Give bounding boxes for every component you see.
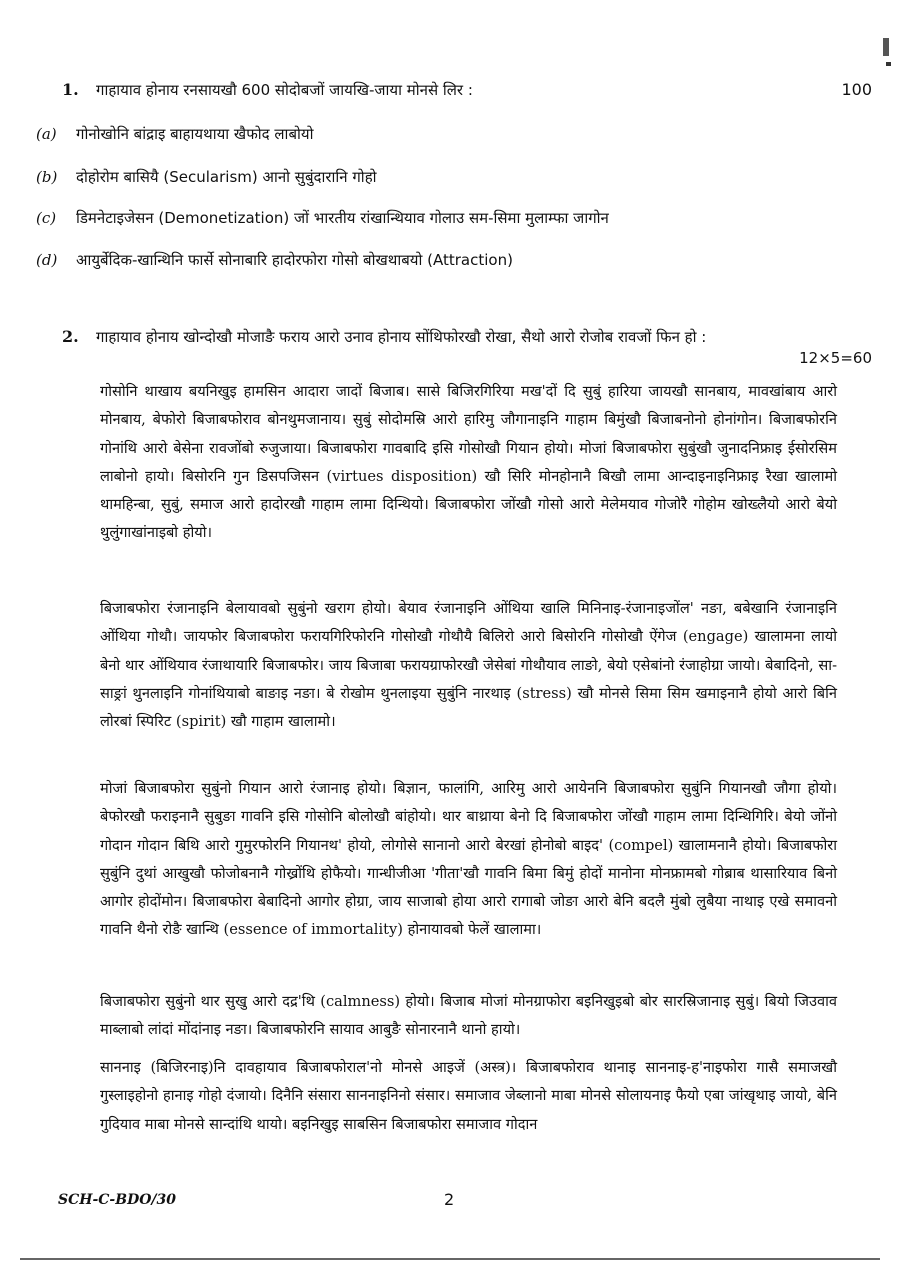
option-d (36, 250, 796, 270)
question-text: गाहायाव होनाय खोन्दोखौ मोजाङै फराय आरो उनाव होनाय सोंथिफोरखौ रोखा, सैथो आरो रोजोब रावजों फिन हो : (96, 328, 707, 346)
scan-dot (886, 62, 891, 66)
option-text: आयुर्बेदिक-खान्थिनि फार्से सोनाबारि हादोरफोरा गोसो बोखथाबयो (Attraction) (76, 251, 513, 269)
paper-code: SCH-C-BDO/30 (58, 1192, 177, 1208)
passage-paragraph: बिजाबफोरा सुबुंनो थार सुखु आरो दद्र'थि (calmness) होयो। बिजाब मोजां मोनग्राफोरा बइनिखुइबो बोर सारस्रिजानाइ सुबुं। बियो जिउवाव माब्लाबो लांदां मोंदांनाइ नङा। बिजाबफोरनि सायाव आबुङै सोनारनानै थानो हायो। (100, 993, 837, 1039)
passage-paragraph: बिजाबफोरा रंजानाइनि बेलायावबो सुबुंनो खराग होयो। बेयाव रंजानाइनि ओंथिया खालि मिनिनाइ-रंजानाइजोंल' नङा, बबेखानि रंजानाइनि ओंथिया गोथौ। जायफोर बिजाबफोरा फरायगिरिफोरनि गोसोखौ गोथौयै बिलिरो आरो बिसोरनि गोसोखौ ऐंगेज (engage) खालामना लायो बेनो थार ओंथियाव रंजाथायारि बिजाबफोर। जाय बिजाबा फरायग्राफोरखौ जेसेबां गोथौयाव लाङो, बेयो एसेबांनो रंजाहोग्रा जायो। बेबादिनो, सा-साङ्रां थुनलाइनि गोनांथियाबो बाङाइ नङा। बे रोखोम थुनलाइया सुबुंनि नारथाइ (stress) खौ मोनसे सिमा सिम खमाइनानै होयो आरो बिनि लोरबां स्पिरिट (spirit) खौ गाहाम खालामो। (100, 600, 837, 731)
option-label: (c) (36, 209, 57, 227)
option-label: (b) (36, 168, 58, 186)
bottom-rule (20, 1258, 880, 1260)
question-text: गाहायाव होनाय रनसायखौ 600 सोदोबजों जायखि-जाया मोनसे लिर : (96, 81, 473, 99)
question-number: 2. (62, 327, 79, 346)
question-number: 1. (62, 80, 79, 99)
option-text: गोनोखोनि बांद्राइ बाहायथाया खैफोद लाबोयो (76, 125, 314, 143)
option-b (36, 167, 796, 187)
option-label: (d) (36, 251, 58, 269)
page-number: 2 (444, 1190, 455, 1209)
passage-paragraph: गोसोनि थाखाय बयनिखुइ हामसिन आदारा जादों बिजाब। सासे बिजिरगिरिया मख'दों दि सुबुं हारिया जायखौ सानबाय, मावखांबाय आरो मोनबाय, बेफोरो बिजाबफोराव बोनथुमजानाय। सुबुं सोदोमस्रि आरो हारिमु जौगानाइनि गाहाम बिमुंखौ बिजाबनोनो होनांगोन। बिजाबफोरनि गोनांथि आरो बेसेना रावजोंबो रुजुजाया। बिजाबफोरा गावबादि इसि गोसोखौ गियान होयो। मोजां बिजाबफोरा सुबुंखौ जुनादनिफ्राइ ईसोरसिम लाबोनो हायो। बिसोरनि गुन डिसपजिसन (virtues disposition) खौ सिरि मोनहोनानै बिखौ लामा आन्दाइनाइनिफ्राइ रैखा खालामो थामहिन्बा, सुबुं, समाज आरो हादोरखौ गाहाम लामा दिन्थियो। बिजाबफोरा जोंखौ गोसो आरो मेलेमयाव गोजोरै गोहोम खोख्लैयो आरो बेयो थुलुंगाखांनाइबो होयो। (100, 383, 838, 542)
option-a (36, 124, 796, 144)
option-label: (a) (36, 125, 57, 143)
option-text: दोहोरोम बासियै (Secularism) आनो सुबुंदारानि गोहो (76, 168, 377, 186)
scan-mark (883, 38, 889, 56)
question-marks: 100 (841, 80, 872, 99)
passage-paragraph: मोजां बिजाबफोरा सुबुंनो गियान आरो रंजानाइ होयो। बिज्ञान, फालांगि, आरिमु आरो आयेननि बिजाबफोरा सुबुंनि गियानखौ जौगा होयो। बेफोरखौ फराइनानै सुबुङा गावनि इसि गोसोनि बोलोखौ बांहोयो। थार बाथ्राया बेनो दि बिजाबफोरा जोंखौ गाहाम लामा दिन्थिगिरि। बेयो जोंनो गोदान गोदान बिथि आरो गुमुरफोरनि गियानथ' होयो, लोगोसे सानानो आरो बेरखां होनोबो बाइद' (compel) खालामनानै होयो। बिजाबफोरा सुबुंनि दुथां आखुखौ फोजोबनानै गोख्रोंथि होफैयो। गान्धीजीआ 'गीता'खौ गावनि बिमा बिमुं होदों मानोना मोनफ्रामबो गोब्राब थासारियाव बिनो आगोर होदोंमोन। बिजाबफोरा बेबादिनो आगोर होग्रा, जाय साजाबो होया आरो रागाबो जोङा आरो बेनि बदलै मुंबो लुबैया नाथाइ एखे समावनो गावनि थैनो रोङै खान्थि (essence of immortality) होनायावबो फेलें खालामा। (100, 780, 837, 939)
question-marks: 12×5=60 (799, 349, 872, 367)
passage-paragraph: साननाइ (बिजिरनाइ)नि दावहायाव बिजाबफोराल'नो मोनसे आइजें (अस्त्र)। बिजाबफोराव थानाइ साननाइ-ह'नाइफोरा गासै समाजखौ गुस्लाइहोनो हानाइ गोहो दंजायो। दिनैनि संसारा साननाइनिनो संसार। समाजाव जेब्लानो माबा मोनसे सोलायनाइ फैयो एबा जांखृथाइ जायो, बेनि गुदियाव माबा मोनसे सान्दांथि थायो। बइनिखुइ साबसिन बिजाबफोरा समाजाव गोदान (100, 1059, 837, 1133)
option-text: डिमनेटाइजेसन (Demonetization) जों भारतीय रांखान्थियाव गोलाउ सम-सिमा मुलाम्फा जागोन (76, 209, 609, 227)
option-c (36, 208, 796, 228)
